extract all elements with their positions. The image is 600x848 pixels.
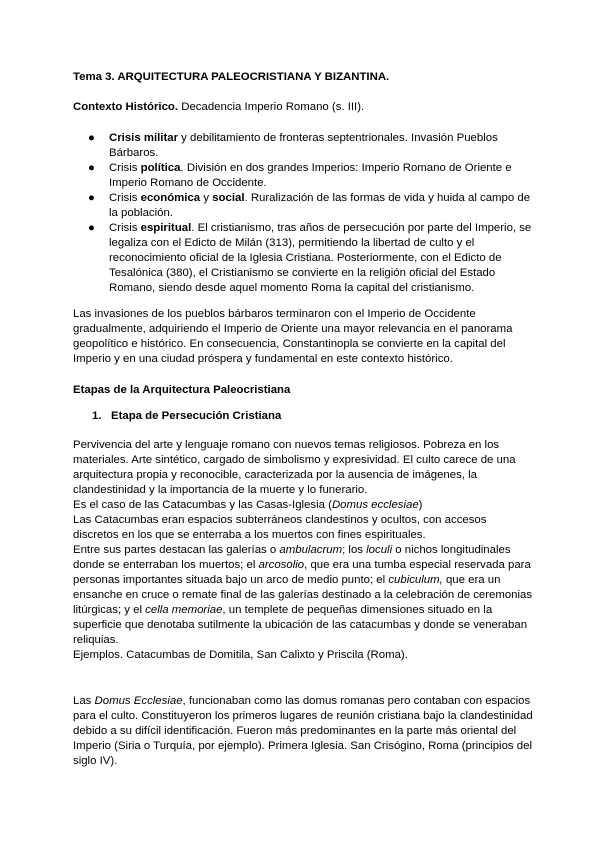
crisis-social-term: social [212, 192, 245, 204]
persecution-body [73, 438, 535, 663]
term-arcosolio: arcosolio [258, 559, 305, 571]
list-item [73, 131, 535, 161]
bullet-icon: ● [88, 222, 95, 234]
crisis-spiritual-text: . El cristianismo, tras años de persecución por parte del Imperio, se legaliza con el Edicto de Milán (313), permitiendo la libertad de culto y el reconocimiento oficial de la Iglesia Cristiana. Posteriormente, con el Edicto de Tesalónica (380), el Cristianismo se convierte en la religión oficial del Estado Romano, siendo desde aquel momento Roma la capital del cristianismo. [109, 222, 532, 294]
persecution-intro: Pervivencia del arte y lenguaje romano con nuevos temas religiosos. Pobreza en los materiales. Arte sintético, cargado de simbolismo y expresividad. El culto carece de una arquitectura propia y reconocible, caracterizada por la ausencia de imágenes, la clandestinidad y la importancia de la muerte y lo funerario. [73, 439, 516, 496]
crisis-military-text: y debilitamiento de fronteras septentrionales. Invasión Pueblos Bárbaros. [109, 132, 498, 159]
invasions-paragraph: Las invasiones de los pueblos bárbaros terminaron con el Imperio de Occidente gradualmente, adquiriendo el Imperio de Oriente una mayor relevancia en el panorama geopolítico e histórico. En consecuencia, Constantinopla se convierte en la capital del Imperio y en una ciudad próspera y fundamental en este contexto histórico. [73, 308, 513, 365]
term-loculi: loculi [366, 544, 393, 556]
bullet-icon: ● [88, 132, 95, 144]
text-span: Entre sus partes destacan las galerías o [73, 544, 280, 556]
text-span: Las [73, 695, 95, 707]
stage-number: 1. [92, 410, 102, 422]
bullet-icon: ● [88, 192, 95, 204]
context-label: Contexto Histórico. [73, 101, 179, 113]
catacombs-description: Las Catacumbas eran espacios subterráneos clandestinos y ocultos, con accesos discretos en los que se enterraba a los muertos con fines espirituales. [73, 514, 487, 541]
section-heading-stages: Etapas de la Arquitectura Paleocristiana [73, 384, 291, 396]
text-span: o nichos longitudinales donde se enterraban los muertos; el [73, 544, 511, 571]
context-text: Decadencia Imperio Romano (s. III). [178, 101, 365, 113]
domus-ecclesiae-term: Domus Ecclesiae [94, 695, 183, 707]
crisis-military-term: Crisis militar [109, 132, 179, 144]
text-span: que era un ensanche en cruce o remate final de las galerías destinado a la celebración de ceremonias litúrgicas; y el [73, 574, 533, 616]
text-span: , funcionaban como las domus romanas pero contaban con espacios para el culto. Constituyeron los primeros lugares de reunión cristiana bajo la clandestinidad debido a su difícil identificación. Fueron más predominantes en la parte más oriental del Imperio (Siria o Turquía, por ejemplo). Primera Iglesia. San Crisógino, Roma (principios del siglo IV). [73, 695, 533, 767]
crisis-political-term: política [140, 162, 181, 174]
stage-title: Etapa de Persecución Cristiana [111, 410, 282, 422]
text-span: ; los [342, 544, 367, 556]
crisis-economic-term: económica [140, 192, 201, 204]
catacombs-examples: Ejemplos. Catacumbas de Domitila, San Calixto y Priscila (Roma). [73, 649, 408, 661]
domus-paragraph [73, 694, 535, 769]
crisis-political-pre: Crisis [109, 162, 141, 174]
text-span: ) [418, 499, 423, 511]
crisis-economic-pre: Crisis [109, 192, 141, 204]
text-span: Es el caso de las Catacumbas y las Casas-Iglesia ( [73, 499, 332, 511]
list-item [73, 161, 535, 191]
list-item [73, 191, 535, 221]
historical-context [73, 100, 535, 115]
persecution-examples-line [73, 498, 535, 513]
bullet-icon: ● [88, 162, 95, 174]
crisis-list [73, 131, 535, 296]
crisis-political-text: . División en dos grandes Imperios: Imperio Romano de Oriente e Imperio Romano de Occidente. [109, 162, 512, 189]
crisis-economic-text: . Ruralización de las formas de vida y huida al campo de la población. [109, 192, 531, 219]
crisis-spiritual-term: espiritual [140, 222, 192, 234]
term-cella-memoriae: cella memoriae [145, 604, 223, 616]
term-ambulacrum: ambulacrum [279, 544, 343, 556]
subheading-persecution [73, 409, 554, 424]
catacombs-parts [73, 543, 535, 648]
text-span: , un templete de pequeñas dimensiones situado en la superficie que denotaba sutilmente la ubicación de las catacumbas y donde se veneraban reliquias. [73, 604, 528, 646]
list-item [73, 221, 535, 296]
term-cubiculum: cubiculum, [388, 574, 443, 586]
crisis-economic-mid: y [200, 192, 213, 204]
document-title: Tema 3. ARQUITECTURA PALEOCRISTIANA Y BIZANTINA. [73, 71, 390, 83]
crisis-spiritual-pre: Crisis [109, 222, 141, 234]
text-span: , que era una tumba especial reservada para personas importantes situada bajo un arco de medio punto; el [73, 559, 531, 586]
domus-ecclesiae-term: Domus ecclesiae [331, 499, 419, 511]
